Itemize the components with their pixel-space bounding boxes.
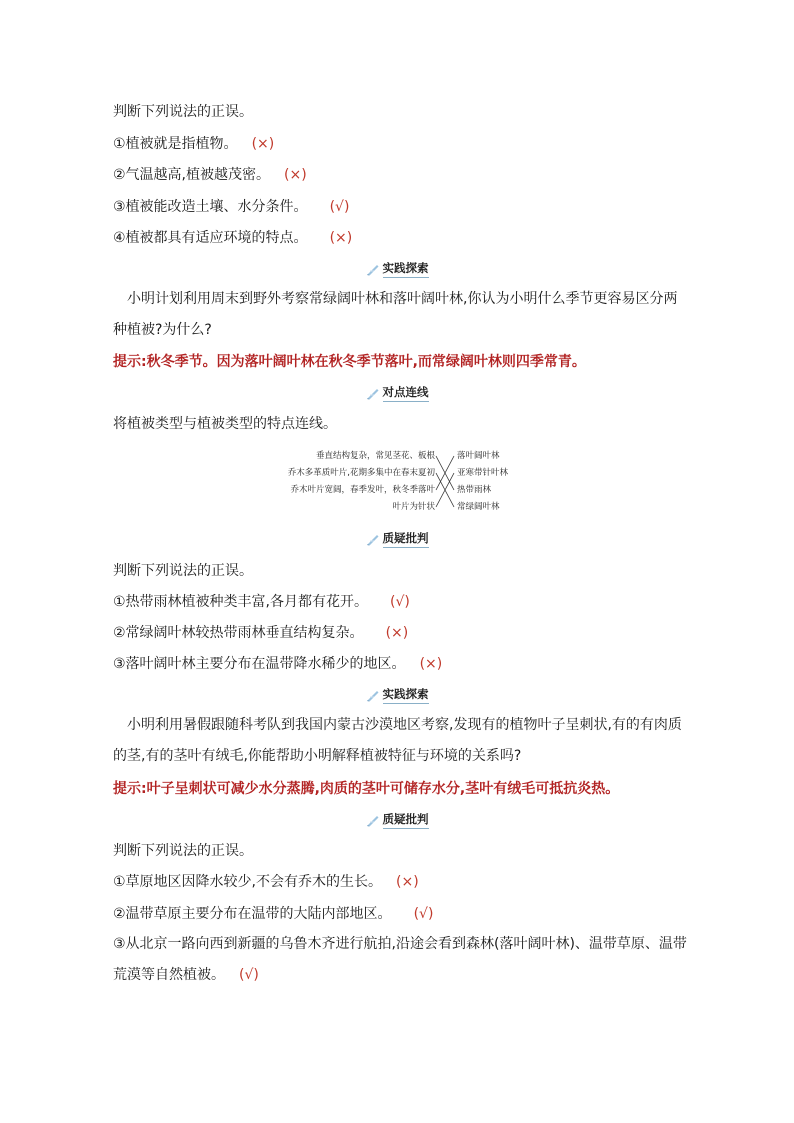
feature-1: 垂直结构复杂，常见茎花、板根 bbox=[315, 451, 435, 461]
statement-text: ②温带草原主要分布在温带的大陆内部地区。 bbox=[113, 906, 392, 922]
answer-mark: (√) bbox=[390, 594, 410, 610]
pen-icon bbox=[366, 386, 380, 400]
section-underline bbox=[383, 401, 429, 402]
section-underline bbox=[383, 277, 429, 278]
practice2-question: 小明利用暑假跟随科考队到我国内蒙古沙漠地区考察,发现有的植物叶子呈刺状,有的有肉质的茎,有的茎叶有绒毛,你能帮助小明解释植被特征与环境的关系吗? bbox=[113, 717, 682, 764]
answer-mark: (√) bbox=[239, 967, 259, 983]
feature-2: 乔木多革质叶片,花期多集中在春末夏初 bbox=[287, 468, 435, 478]
block3-item-2 bbox=[113, 905, 433, 923]
answer-mark: (×) bbox=[284, 167, 307, 183]
block1-item-2 bbox=[113, 166, 307, 184]
practice1-hint: 提示:秋冬季节。因为落叶阔叶林在秋冬季节落叶,而常绿阔叶林则四季常青。 bbox=[113, 354, 586, 370]
block1-item-1 bbox=[113, 135, 274, 153]
block3-title: 判断下列说法的正误。 bbox=[113, 843, 253, 859]
feature-3: 乔木叶片宽阔，春季发叶，秋冬季落叶 bbox=[290, 485, 435, 495]
block2-title: 判断下列说法的正误。 bbox=[113, 563, 253, 579]
block3-item-1 bbox=[113, 873, 419, 891]
answer-mark: (×) bbox=[329, 230, 353, 246]
vegetation-type-4: 常绿阔叶林 bbox=[457, 502, 500, 512]
section-header-critique bbox=[0, 530, 794, 548]
answer-mark: (×) bbox=[419, 656, 443, 672]
pen-icon bbox=[366, 532, 380, 546]
answer-mark: (×) bbox=[251, 136, 275, 152]
section-header-matching bbox=[0, 384, 794, 402]
section-title: 实践探索 bbox=[382, 687, 429, 701]
statement-text: ①植被就是指植物。 bbox=[113, 136, 238, 152]
section-header-practice bbox=[0, 260, 794, 278]
section-title: 质疑批判 bbox=[382, 531, 429, 545]
statement-text: ①草原地区因降水较少,不会有乔木的生长。 bbox=[113, 874, 382, 890]
statement-text: ④植被都具有适应环境的特点。 bbox=[113, 230, 308, 246]
pen-icon bbox=[366, 813, 380, 827]
connector-lines bbox=[0, 448, 794, 518]
block3-item-3 bbox=[113, 929, 688, 991]
practice1-question: 小明计划利用周末到野外考察常绿阔叶林和落叶阔叶林,你认为小明什么季节更容易区分两种植被?为什么? bbox=[113, 291, 678, 338]
statement-text: ③落叶阔叶林主要分布在温带降水稀少的地区。 bbox=[113, 656, 406, 672]
pen-icon bbox=[366, 688, 380, 702]
vegetation-type-2: 亚寒带针叶林 bbox=[457, 468, 509, 478]
section-title: 质疑批判 bbox=[382, 812, 429, 826]
block1-item-3 bbox=[113, 198, 349, 216]
section-underline bbox=[383, 703, 429, 704]
vegetation-type-1: 落叶阔叶林 bbox=[457, 451, 500, 461]
block2-item-1 bbox=[113, 593, 410, 611]
block2-item-2 bbox=[113, 624, 408, 642]
answer-mark: (×) bbox=[396, 874, 419, 890]
statement-text: ②常绿阔叶林较热带雨林垂直结构复杂。 bbox=[113, 625, 364, 641]
answer-mark: (×) bbox=[385, 625, 409, 641]
statement-text: ②气温越高,植被越茂密。 bbox=[113, 167, 271, 183]
answer-mark: (√) bbox=[413, 906, 434, 922]
vegetation-type-3: 热带雨林 bbox=[457, 485, 492, 495]
match-instruction: 将植被类型与植被类型的特点连线。 bbox=[113, 416, 337, 432]
section-title: 实践探索 bbox=[382, 261, 429, 275]
pen-icon bbox=[366, 262, 380, 276]
statement-text: ③从北京一路向西到新疆的乌鲁木齐进行航拍,沿途会看到森林(落叶阔叶林)、温带草原、温带荒漠等自然植被。 bbox=[113, 936, 687, 983]
section-underline bbox=[383, 828, 429, 829]
section-title: 对点连线 bbox=[382, 385, 429, 399]
statement-text: ①热带雨林植被种类丰富,各月都有花开。 bbox=[113, 594, 368, 610]
section-header-practice bbox=[0, 686, 794, 704]
section-header-critique bbox=[0, 811, 794, 829]
block1-item-4 bbox=[113, 229, 352, 247]
statement-text: ③植被能改造土壤、水分条件。 bbox=[113, 199, 308, 215]
feature-4: 叶片为针状 bbox=[392, 502, 435, 512]
section-underline bbox=[383, 547, 429, 548]
practice2-hint: 提示:叶子呈刺状可减少水分蒸腾,肉质的茎叶可储存水分,茎叶有绒毛可抵抗炎热。 bbox=[113, 781, 620, 797]
matching-diagram bbox=[0, 448, 794, 518]
answer-mark: (√) bbox=[329, 199, 350, 215]
block1-title: 判断下列说法的正误。 bbox=[113, 104, 253, 120]
block2-item-3 bbox=[113, 655, 442, 673]
